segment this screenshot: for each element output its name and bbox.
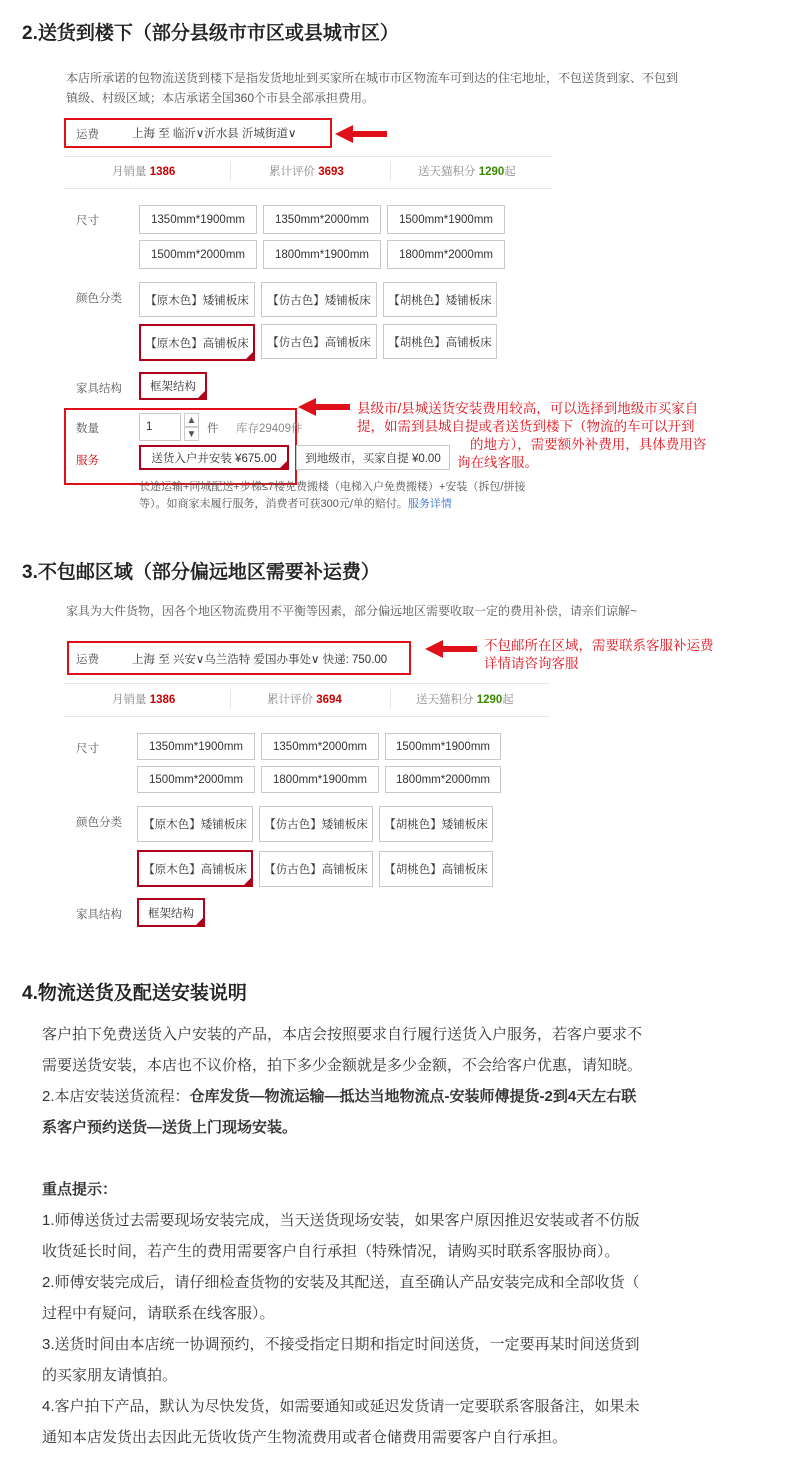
monthly-sales: 月销量 1386 — [112, 166, 176, 178]
annotation-text: 不包邮所在区域，需要联系客服补运费 详情请咨询客服 — [484, 638, 714, 671]
color-option[interactable]: 【胡桃色】高铺板床 — [379, 851, 493, 887]
flow-line1: 2.本店安装送货流程：仓库发货—物流运输—抵达当地物流点-安装师傅提货-2到4天左右联 — [42, 1088, 637, 1105]
shipping-destination-selector[interactable]: 上海 至 兴安∨乌兰浩特 爱国办事处∨ 快递: 750.00 — [132, 654, 388, 666]
para1-line1: 客户拍下免费送货入户安装的产品，本店会按照要求自行履行送货入户服务，若客户要求不 — [42, 1026, 643, 1043]
tip-line: 3.送货时间由本店统一协调预约，不接受指定日期和指定时间送货，一定要再某时间送货到 — [42, 1336, 640, 1353]
tip-line: 收货延长时间，若产生的费用需要客户自行承担（特殊情况，请购买时联系客服协商）。 — [42, 1243, 620, 1260]
stock-count: 库存29409件 — [236, 423, 303, 435]
tip-line: 通知本店发货出去因此无货收货产生物流费用或者仓储费用需要客户自行承担。 — [42, 1429, 568, 1446]
size-option[interactable]: 1350mm*1900mm — [137, 733, 255, 760]
tmall-points: 送天猫积分 1290起 — [418, 166, 516, 178]
size-option[interactable]: 1350mm*2000mm — [261, 733, 379, 760]
size-option[interactable]: 1500mm*1900mm — [385, 733, 501, 760]
color-option[interactable]: 【原木色】矮铺板床 — [139, 282, 255, 317]
divider — [64, 156, 552, 157]
size-option[interactable]: 1800mm*1900mm — [263, 240, 381, 269]
stats-row — [64, 163, 552, 185]
service-details-link[interactable]: 服务详情 — [407, 498, 452, 510]
divider — [64, 683, 549, 684]
color-option[interactable]: 【胡桃色】矮铺板床 — [379, 806, 493, 842]
size-option[interactable]: 1800mm*2000mm — [385, 766, 501, 793]
size-option[interactable]: 1500mm*2000mm — [137, 766, 255, 793]
annotation-text: 县级市/县城送货安装费用较高，可以选择到地级市买家自 提，如需到县城自提或者送货到楼下（物流的车可以开到 的地方），需要额外补费用，具体费用咨 询在线客服。 — [357, 401, 707, 470]
tip-line: 4.客户拍下产品，默认为尽快发货，如需要通知或延迟发货请一定要联系客服备注，如果未 — [42, 1398, 640, 1415]
color-option[interactable]: 【胡桃色】矮铺板床 — [383, 282, 497, 317]
service-option[interactable]: 到地级市，买家自提 ¥0.00 — [296, 445, 450, 470]
structure-label: 家具结构 — [76, 909, 122, 921]
color-label: 颜色分类 — [76, 817, 122, 829]
section2-desc-line1: 本店所承诺的包物流送货到楼下是指发货地址到买家所在城市市区物流车可到达的住宅地址，不包送货到家、不包到 — [66, 71, 679, 85]
tip-line: 2.师傅安装完成后，请仔细检查货物的安装及其配送，直至确认产品安装完成和全部收货（ — [42, 1274, 640, 1291]
section2-heading: 2.送货到楼下（部分县级市市区或县城市区） — [22, 23, 399, 44]
color-option[interactable]: 【仿古色】高铺板床 — [259, 851, 373, 887]
section3-heading: 3.不包邮区域（部分偏远地区需要补运费） — [22, 562, 380, 583]
quantity-input[interactable]: 1 — [139, 413, 181, 441]
color-option[interactable]: 【原木色】矮铺板床 — [137, 806, 253, 842]
flow-line2: 系客户预约送货—送货上门现场安装。 — [42, 1119, 298, 1136]
tip-line: 的买家朋友请慎拍。 — [42, 1367, 178, 1384]
monthly-sales: 月销量 1386 — [112, 694, 176, 706]
quantity-decrease-button[interactable]: ▼ — [184, 427, 199, 441]
shipping-destination-selector[interactable]: 上海 至 临沂∨沂水县 沂城街道∨ — [132, 128, 297, 140]
section3-description: 家具为大件货物，因各个地区物流费用不平衡等因素，部分偏远地区需要收取一定的费用补偿，请亲们谅解~ — [66, 604, 638, 618]
section4-heading: 4.物流送货及配送安装说明 — [22, 983, 247, 1004]
section4-body — [42, 1019, 772, 1453]
size-option[interactable]: 1800mm*1900mm — [261, 766, 379, 793]
structure-option-selected[interactable]: 框架结构 — [137, 898, 205, 927]
service-option-selected[interactable]: 送货入户并安装 ¥675.00 — [139, 445, 289, 470]
tips-title: 重点提示： — [42, 1181, 118, 1198]
shipping-label: 运费 — [76, 129, 99, 141]
tip-line: 1.师傅送货过去需要现场安装完成，当天送货现场安装，如果客户原因推迟安装或者不仿版 — [42, 1212, 640, 1229]
structure-option-selected[interactable]: 框架结构 — [139, 372, 207, 400]
size-label: 尺寸 — [76, 215, 99, 227]
stats-row — [64, 691, 549, 713]
structure-label: 家具结构 — [76, 383, 122, 395]
total-reviews: 累计评价 3693 — [269, 166, 344, 178]
service-label: 服务 — [76, 455, 99, 467]
divider — [64, 188, 552, 189]
color-option-selected[interactable]: 【原木色】高铺板床 — [139, 324, 255, 361]
size-option[interactable]: 1350mm*2000mm — [263, 205, 381, 234]
size-label: 尺寸 — [76, 743, 99, 755]
size-option[interactable]: 1500mm*1900mm — [387, 205, 505, 234]
quantity-unit: 件 — [207, 423, 219, 435]
size-option[interactable]: 1800mm*2000mm — [387, 240, 505, 269]
total-reviews: 累计评价 3694 — [267, 694, 342, 706]
color-option-selected[interactable]: 【原木色】高铺板床 — [137, 850, 253, 887]
quantity-increase-button[interactable]: ▲ — [184, 413, 199, 427]
color-label: 颜色分类 — [76, 293, 122, 305]
shipping-label: 运费 — [76, 654, 99, 666]
color-option[interactable]: 【仿古色】高铺板床 — [261, 324, 377, 359]
tmall-points: 送天猫积分 1290起 — [416, 694, 514, 706]
quantity-label: 数量 — [76, 423, 99, 435]
service-note: 长途运输+同城配送+步梯≤7楼免费搬楼（电梯入户免费搬楼）+安装（拆包/拼接 等）。如商家未履行服务，消费者可获300元/单的赔付。服务详情 — [139, 481, 526, 510]
divider — [64, 716, 549, 717]
section2-description — [66, 68, 766, 108]
section2-desc-line2: 镇级、村级区域；本店承诺全国360个市县全部承担费用。 — [66, 91, 375, 105]
size-option[interactable]: 1350mm*1900mm — [139, 205, 257, 234]
size-option[interactable]: 1500mm*2000mm — [139, 240, 257, 269]
color-option[interactable]: 【仿古色】矮铺板床 — [259, 806, 373, 842]
color-option[interactable]: 【仿古色】矮铺板床 — [261, 282, 377, 317]
tip-line: 过程中有疑问，请联系在线客服）。 — [42, 1305, 275, 1322]
color-option[interactable]: 【胡桃色】高铺板床 — [383, 324, 497, 359]
para1-line2: 需要送货安装，本店也不议价格，拍下多少金额就是多少金额，不会给客户优惠，请知晓。 — [42, 1057, 643, 1074]
